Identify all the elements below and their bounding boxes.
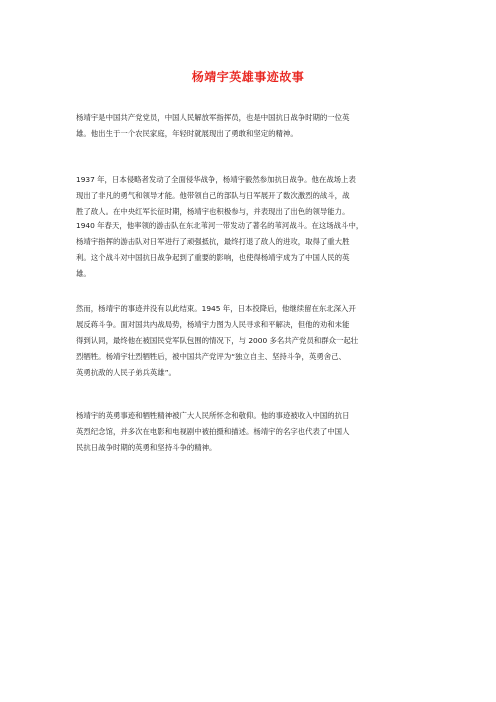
paragraph-line: 英勇抗敌的人民子弟兵英雄”。	[76, 368, 176, 377]
document-title: 杨靖宇英雄事迹故事	[191, 70, 305, 84]
paragraph-1945	[76, 301, 420, 381]
paragraph-line: 展反蒋斗争。面对国共内战局势，杨靖宇力图为人民寻求和平解决，但他的劝和未能	[76, 320, 350, 329]
paragraph-line: 胜了敌人。在中央红军长征时期，杨靖宇也积极参与，并表现出了出色的领导能力。	[76, 207, 350, 216]
paragraph-line: 杨靖宇的英勇事迹和牺牲精神被广大人民所怀念和敬仰。他的事迹被收入中国的抗日	[76, 411, 350, 420]
paragraph-legacy	[76, 408, 420, 456]
paragraph-line: 现出了非凡的勇气和领导才能。他带领自己的部队与日军展开了数次激烈的战斗，战	[76, 191, 350, 200]
paragraph-line: 民抗日战争时期的英勇和坚持斗争的精神。	[76, 443, 217, 452]
paragraph-line: 杨靖宇指挥的游击队对日军进行了顽强抵抗，最终打退了敌人的进攻，取得了重大胜	[76, 237, 350, 246]
paragraph-line: 雄。他出生于一个农民家庭，年轻时就展现出了勇敢和坚定的精神。	[76, 129, 298, 138]
paragraph-line: 杨靖宇是中国共产党党员，中国人民解放军指挥员，也是中国抗日战争时期的一位英	[76, 113, 350, 122]
paragraph-line: 然而，杨靖宇的事迹并没有以此结束。1945 年，日本投降后，他继续留在东北深入开	[76, 304, 356, 313]
paragraph-1940	[76, 218, 420, 282]
paragraph-line: 烈牺牲。杨靖宇壮烈牺牲后，被中国共产党评为“独立自主、坚持斗争，英勇舍己、	[76, 352, 346, 361]
paragraph-line: 1940 年春天，他率领的游击队在东北苇河一带发动了著名的苇河战斗。在这场战斗中，	[76, 221, 364, 230]
paragraph-line: 雄。	[76, 269, 91, 278]
paragraph-intro	[76, 110, 420, 142]
paragraph-line: 得到认同，最终他在被国民党军队包围的情况下，与 2000 多名共产党员和群众一起壮	[76, 336, 359, 345]
paragraph-1937	[76, 172, 420, 220]
paragraph-line: 1937 年，日本侵略者发动了全面侵华战争，杨靖宇毅然参加抗日战争。他在战场上表	[76, 175, 356, 184]
paragraph-line: 利。这个战斗对中国抗日战争起到了重要的影响，也使得杨靖宇成为了中国人民的英	[76, 253, 350, 262]
paragraph-line: 英烈纪念馆，并多次在电影和电视剧中被拍摄和描述。杨靖宇的名字也代表了中国人	[76, 427, 350, 436]
